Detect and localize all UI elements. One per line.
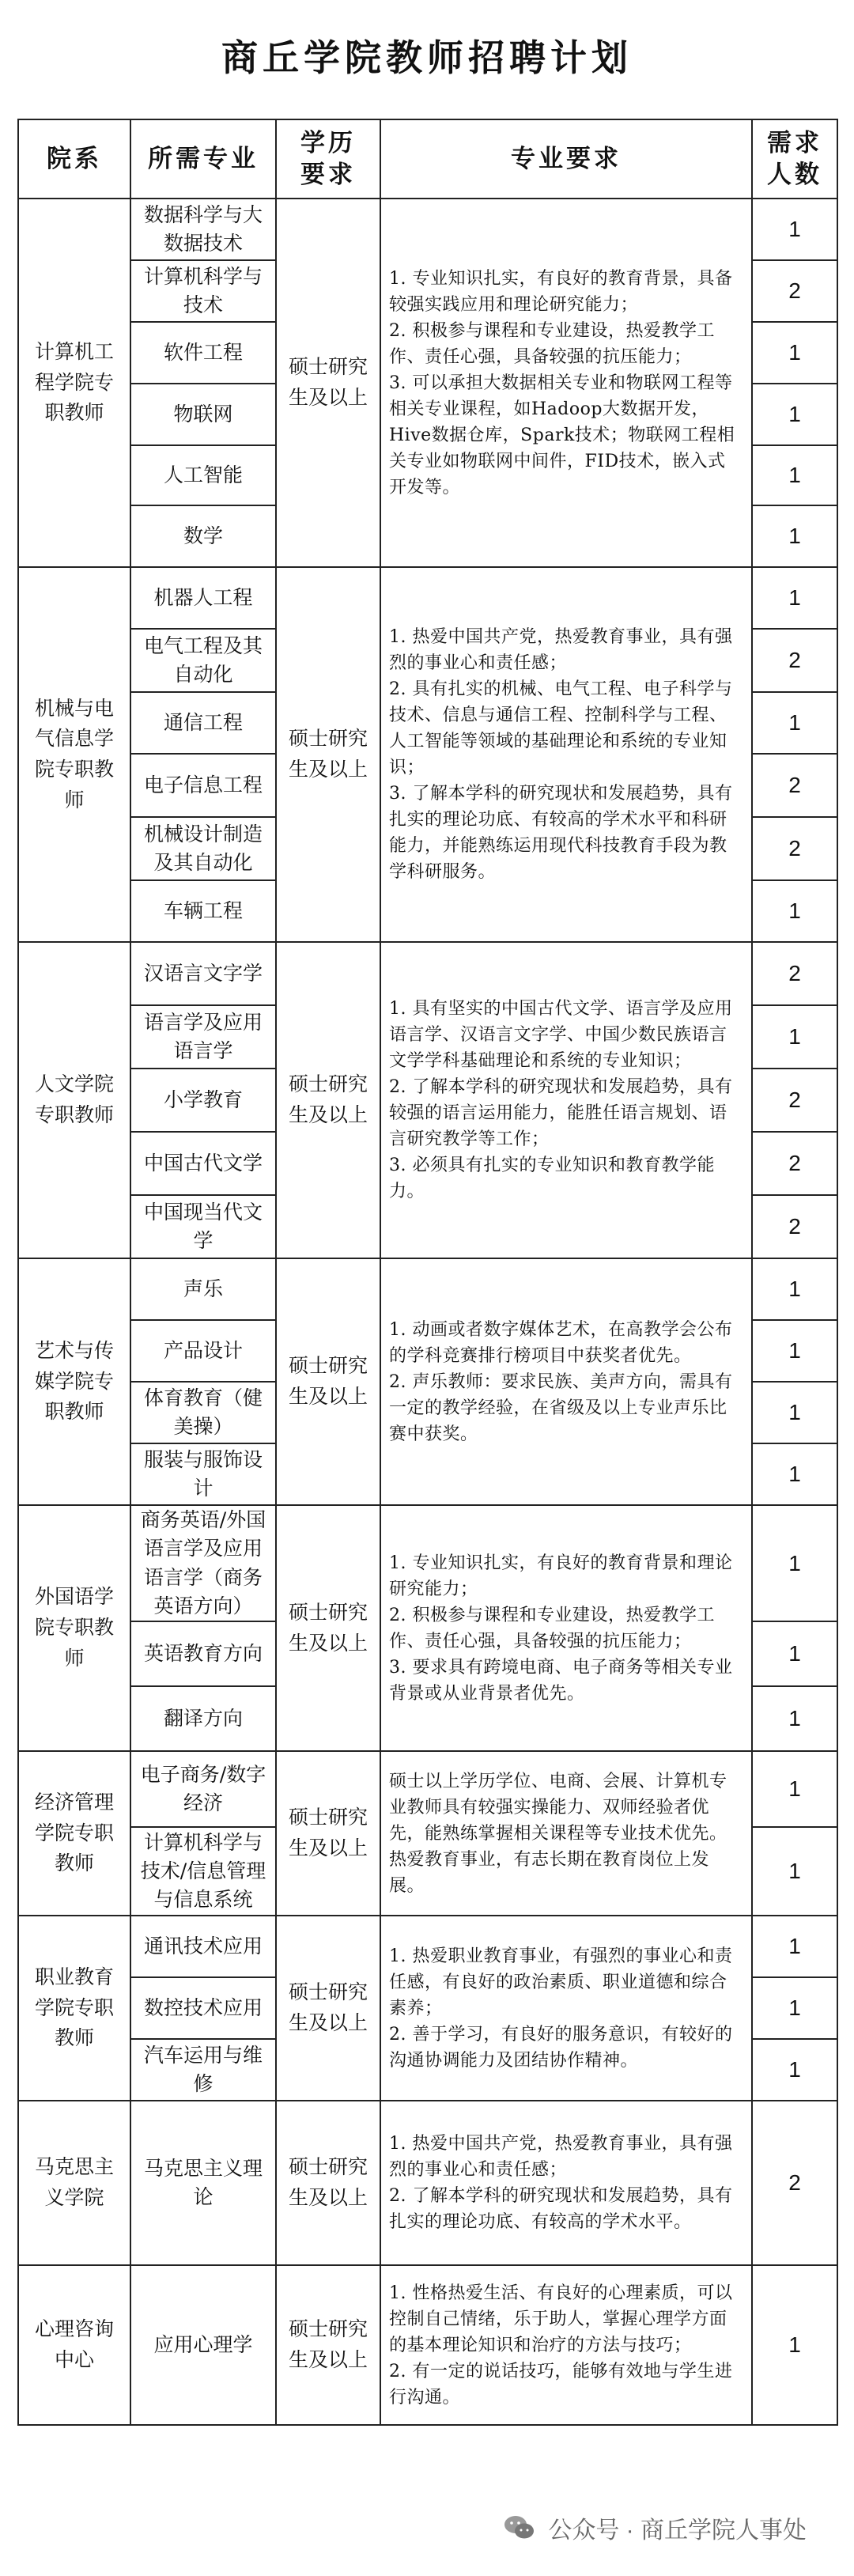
count-cell: 1 — [752, 1621, 837, 1686]
wechat-icon — [502, 2510, 537, 2545]
header-req: 专业要求 — [380, 119, 752, 199]
requirements-cell: 1. 热爱职业教育事业，有强烈的事业心和责任感，有良好的政治素质、职业道德和综合素养； 2. 善于学习，有良好的服务意识，有较好的沟通协调能力及团结协作精神。 — [380, 1916, 752, 2101]
count-cell: 1 — [752, 1320, 837, 1382]
count-cell: 1 — [752, 1443, 837, 1505]
major-cell: 马克思主义理论 — [130, 2101, 276, 2265]
count-cell: 1 — [752, 880, 837, 942]
major-cell: 汽车运用与维修 — [130, 2039, 276, 2101]
count-cell: 2 — [752, 2101, 837, 2265]
footer-text: 公众号 · 商丘学院人事处 — [548, 2517, 807, 2544]
table-row — [18, 1505, 837, 1621]
count-cell: 2 — [752, 754, 837, 817]
table-row — [18, 942, 837, 1005]
major-cell: 计算机科学与技术/信息管理与信息系统 — [130, 1827, 276, 1916]
count-cell: 1 — [752, 692, 837, 754]
major-cell: 商务英语/外国语言学及应用语言学（商务英语方向） — [130, 1505, 276, 1621]
table-row — [18, 1751, 837, 1827]
major-cell: 中国现当代文学 — [130, 1195, 276, 1258]
count-cell: 1 — [752, 1916, 837, 1977]
major-cell: 体育教育（健美操） — [130, 1382, 276, 1443]
dept-cell: 计算机工程学院专职教师 — [18, 199, 130, 567]
edu-cell: 硕士研究生及以上 — [276, 1505, 380, 1751]
dept-cell: 职业教育学院专职教师 — [18, 1916, 130, 2101]
edu-cell: 硕士研究生及以上 — [276, 942, 380, 1258]
major-cell: 车辆工程 — [130, 880, 276, 942]
major-cell: 人工智能 — [130, 445, 276, 505]
dept-cell: 艺术与传媒学院专职教师 — [18, 1258, 130, 1505]
major-cell: 电子信息工程 — [130, 754, 276, 817]
table-row — [18, 1916, 837, 1977]
major-cell: 机器人工程 — [130, 567, 276, 629]
requirements-cell: 1. 动画或者数字媒体艺术，在高教学会公布的学科竞赛排行榜项目中获奖者优先。 2. 声乐教师：要求民族、美声方向，需具有一定的教学经验，在省级及以上专业声乐比赛中获奖。 — [380, 1258, 752, 1505]
dept-cell: 机械与电气信息学院专职教师 — [18, 567, 130, 942]
count-cell: 2 — [752, 1069, 837, 1132]
count-cell: 1 — [752, 1382, 837, 1443]
footer-watermark — [502, 2504, 807, 2551]
major-cell: 声乐 — [130, 1258, 276, 1320]
count-cell: 1 — [752, 1686, 837, 1751]
table-row — [18, 2265, 837, 2425]
requirements-cell: 1. 具有坚实的中国古代文学、语言学及应用语言学、汉语言文字学、中国少数民族语言文学学科基础理论和系统的专业知识； 2. 了解本学科的研究现状和发展趋势，具有较强的语言运用能力，能胜任语言规划、语言研究教学等工作； 3. 必须具有扎实的专业知识和教育教学能力。 — [380, 942, 752, 1258]
table-body — [18, 199, 837, 2425]
header-count: 需求 人数 — [752, 119, 837, 199]
count-cell: 1 — [752, 199, 837, 260]
count-cell: 2 — [752, 1195, 837, 1258]
count-cell: 2 — [752, 942, 837, 1005]
edu-cell: 硕士研究生及以上 — [276, 2101, 380, 2265]
major-cell: 软件工程 — [130, 322, 276, 384]
count-cell: 1 — [752, 1005, 837, 1069]
page-title: 商丘学院教师招聘计划 — [221, 36, 633, 79]
edu-cell: 硕士研究生及以上 — [276, 567, 380, 942]
table-row — [18, 1258, 837, 1320]
major-cell: 电子商务/数字经济 — [130, 1751, 276, 1827]
count-cell: 1 — [752, 1977, 837, 2039]
requirements-cell: 硕士以上学历学位、电商、会展、计算机专业教师具有较强实操能力、双师经验者优先，能熟练掌握相关课程等专业技术优先。热爱教育事业，有志长期在教育岗位上发展。 — [380, 1751, 752, 1916]
count-cell: 2 — [752, 817, 837, 880]
edu-cell: 硕士研究生及以上 — [276, 199, 380, 567]
table-row — [18, 567, 837, 629]
requirements-cell: 1. 专业知识扎实，有良好的教育背景，具备较强实践应用和理论研究能力； 2. 积极参与课程和专业建设，热爱教学工作、责任心强，具备较强的抗压能力； 3. 可以承担大数据相关专业和物联网工程等相关专业课程，如Hadoop大数据开发，Hive数据仓库，Spark技术；物联网工程相关专业如物联网中间件，FID技术，嵌入式开发等。 — [380, 199, 752, 567]
major-cell: 汉语言文字学 — [130, 942, 276, 1005]
count-cell: 1 — [752, 1751, 837, 1827]
major-cell: 通讯技术应用 — [130, 1916, 276, 1977]
edu-cell: 硕士研究生及以上 — [276, 1751, 380, 1916]
major-cell: 应用心理学 — [130, 2265, 276, 2425]
count-cell: 1 — [752, 1827, 837, 1916]
dept-cell: 外国语学院专职教师 — [18, 1505, 130, 1751]
count-cell: 1 — [752, 567, 837, 629]
requirements-cell: 1. 专业知识扎实，有良好的教育背景和理论研究能力； 2. 积极参与课程和专业建设，热爱教学工作、责任心强，具备较强的抗压能力； 3. 要求具有跨境电商、电子商务等相关专业背景或从业背景者优先。 — [380, 1505, 752, 1751]
header-dept: 院系 — [18, 119, 130, 199]
header-edu: 学历 要求 — [276, 119, 380, 199]
major-cell: 通信工程 — [130, 692, 276, 754]
major-cell: 服装与服饰设计 — [130, 1443, 276, 1505]
dept-cell: 马克思主义学院 — [18, 2101, 130, 2265]
edu-cell: 硕士研究生及以上 — [276, 2265, 380, 2425]
major-cell: 机械设计制造及其自动化 — [130, 817, 276, 880]
count-cell: 1 — [752, 384, 837, 445]
requirements-cell: 1. 热爱中国共产党，热爱教育事业，具有强烈的事业心和责任感； 2. 了解本学科的研究现状和发展趋势，具有扎实的理论功底、有较高的学术水平。 — [380, 2101, 752, 2265]
major-cell: 数据科学与大数据技术 — [130, 199, 276, 260]
dept-cell: 人文学院专职教师 — [18, 942, 130, 1258]
count-cell: 2 — [752, 629, 837, 692]
major-cell: 数学 — [130, 505, 276, 567]
count-cell: 2 — [752, 1132, 837, 1195]
table-row — [18, 199, 837, 260]
count-cell: 1 — [752, 445, 837, 505]
major-cell: 英语教育方向 — [130, 1621, 276, 1686]
count-cell: 1 — [752, 322, 837, 384]
major-cell: 翻译方向 — [130, 1686, 276, 1751]
count-cell: 1 — [752, 505, 837, 567]
count-cell: 1 — [752, 2265, 837, 2425]
recruitment-table — [17, 119, 838, 2426]
dept-cell: 心理咨询中心 — [18, 2265, 130, 2425]
count-cell: 2 — [752, 260, 837, 322]
edu-cell: 硕士研究生及以上 — [276, 1258, 380, 1505]
major-cell: 物联网 — [130, 384, 276, 445]
major-cell: 小学教育 — [130, 1069, 276, 1132]
major-cell: 产品设计 — [130, 1320, 276, 1382]
table-row — [18, 2101, 837, 2265]
major-cell: 语言学及应用语言学 — [130, 1005, 276, 1069]
edu-cell: 硕士研究生及以上 — [276, 1916, 380, 2101]
major-cell: 中国古代文学 — [130, 1132, 276, 1195]
header-row — [18, 119, 837, 199]
major-cell: 计算机科学与技术 — [130, 260, 276, 322]
requirements-cell: 1. 性格热爱生活、有良好的心理素质，可以控制自己情绪，乐于助人，掌握心理学方面的基本理论知识和治疗的方法与技巧； 2. 有一定的说话技巧，能够有效地与学生进行沟通。 — [380, 2265, 752, 2425]
requirements-cell: 1. 热爱中国共产党，热爱教育事业，具有强烈的事业心和责任感； 2. 具有扎实的机械、电气工程、电子科学与技术、信息与通信工程、控制科学与工程、人工智能等领域的基础理论和系统的专业知识； 3. 了解本学科的研究现状和发展趋势，具有扎实的理论功底、有较高的学术水平和科研能力，并能熟练运用现代科技教育手段为教学科研服务。 — [380, 567, 752, 942]
dept-cell: 经济管理学院专职教师 — [18, 1751, 130, 1916]
count-cell: 1 — [752, 2039, 837, 2101]
major-cell: 数控技术应用 — [130, 1977, 276, 2039]
header-major: 所需专业 — [130, 119, 276, 199]
major-cell: 电气工程及其自动化 — [130, 629, 276, 692]
count-cell: 1 — [752, 1258, 837, 1320]
count-cell: 1 — [752, 1505, 837, 1621]
